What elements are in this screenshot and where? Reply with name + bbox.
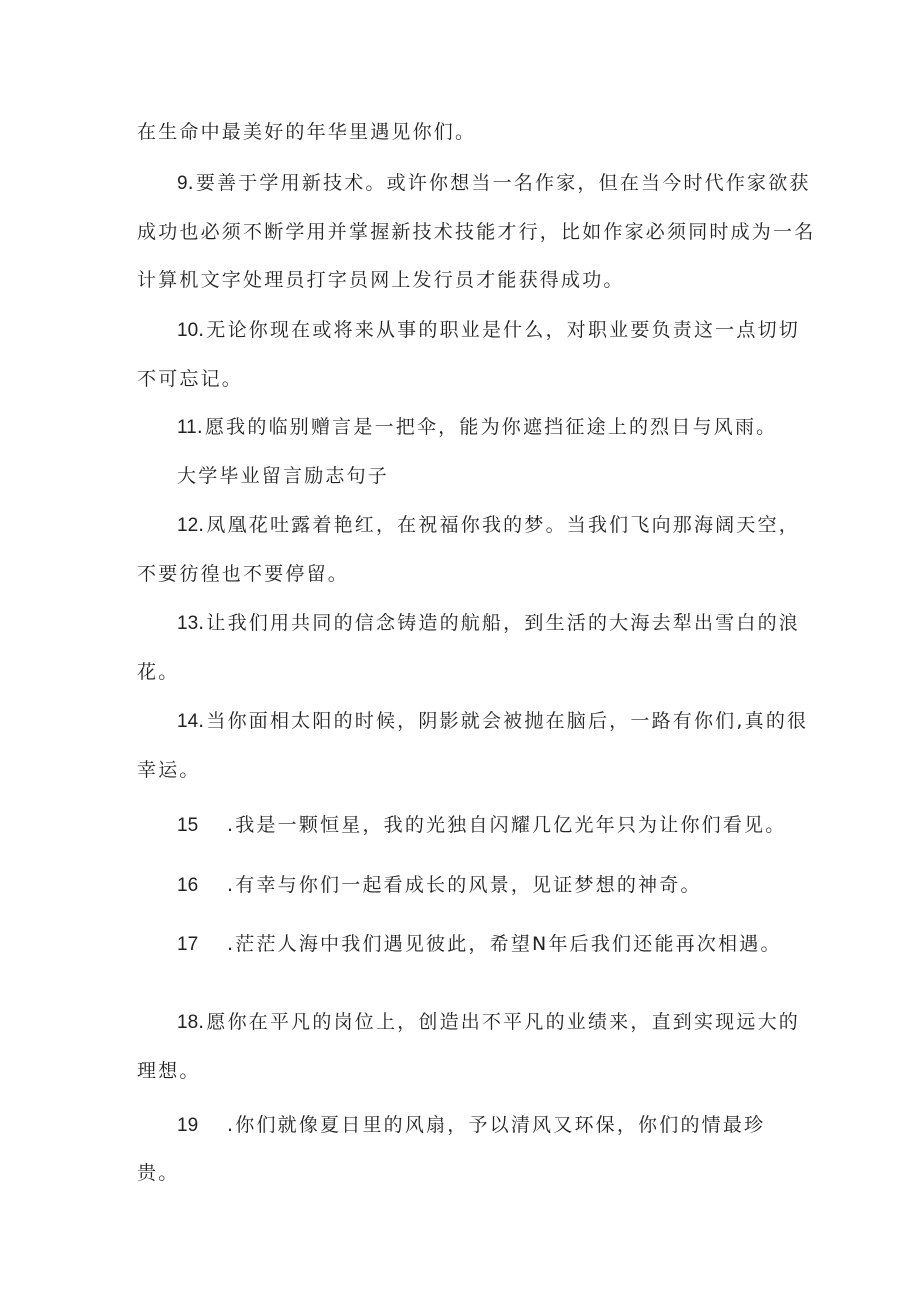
heading-text: 大学毕业留言励志句子 bbox=[177, 465, 390, 487]
numbered-item-13 bbox=[177, 611, 800, 636]
item-text: .茫茫人海中我们遇见彼此，希望N年后我们还能再次相遇。 bbox=[227, 933, 782, 955]
text-line bbox=[137, 660, 179, 684]
line-text: 不可忘记。 bbox=[137, 368, 244, 390]
line-text: 理想。 bbox=[137, 1060, 201, 1082]
item-number: 10 bbox=[177, 320, 199, 341]
numbered-item-15 bbox=[177, 813, 786, 838]
text-line bbox=[137, 268, 625, 292]
text-line bbox=[137, 1161, 179, 1185]
item-text: .要善于学用新技术。或许你想当一名作家，但在当今时代作家欲获 bbox=[187, 172, 811, 194]
text-line bbox=[137, 1059, 201, 1083]
numbered-item-12 bbox=[177, 513, 800, 538]
item-text: .我是一颗恒星，我的光独自闪耀几亿光年只为让你们看见。 bbox=[227, 814, 787, 836]
numbered-item-18 bbox=[177, 1010, 800, 1035]
item-number: 15 bbox=[177, 815, 199, 836]
item-text: .愿你在平凡的岗位上，创造出不平凡的业绩来，直到实现远大的 bbox=[198, 1011, 800, 1033]
item-number: 14 bbox=[177, 711, 199, 732]
text-line bbox=[137, 758, 201, 782]
item-text: .愿我的临别赠言是一把伞，能为你遮挡征途上的烈日与风雨。 bbox=[196, 416, 778, 438]
numbered-item-10 bbox=[177, 318, 800, 343]
item-number: 18 bbox=[177, 1012, 199, 1033]
numbered-item-19 bbox=[177, 1113, 765, 1138]
line-text: 在生命中最美好的年华里遇见你们。 bbox=[137, 121, 477, 143]
item-text: .凤凰花吐露着艳红，在祝福你我的梦。当我们飞向那海阔天空， bbox=[198, 514, 800, 536]
text-line bbox=[137, 120, 476, 144]
item-text: .有幸与你们一起看成长的风景，见证梦想的神奇。 bbox=[227, 874, 702, 896]
line-text: 贵。 bbox=[137, 1162, 180, 1184]
item-number: 9 bbox=[177, 173, 188, 194]
numbered-item-9 bbox=[177, 171, 811, 196]
line-text: 成功也必须不断学用并掌握新技术技能才行，比如作家必须同时成为一名 bbox=[137, 221, 816, 243]
line-text: 不要彷徨也不要停留。 bbox=[137, 563, 350, 585]
numbered-item-11 bbox=[177, 415, 777, 440]
item-text: .你们就像夏日里的风扇，予以清风又环保，你们的情最珍 bbox=[227, 1114, 766, 1136]
text-line bbox=[137, 562, 349, 586]
section-heading bbox=[177, 464, 389, 488]
numbered-item-14 bbox=[177, 709, 808, 734]
line-text: 花。 bbox=[137, 661, 180, 683]
item-number: 13 bbox=[177, 613, 199, 634]
item-text: .无论你现在或将来从事的职业是什么，对职业要负责这一点切切 bbox=[198, 319, 800, 341]
text-line bbox=[137, 367, 243, 391]
item-text: .当你面相太阳的时候，阴影就会被抛在脑后，一路有你们,真的很 bbox=[198, 710, 809, 732]
item-number: 19 bbox=[177, 1115, 199, 1136]
numbered-item-17 bbox=[177, 932, 782, 957]
item-number: 16 bbox=[177, 875, 199, 896]
item-number: 12 bbox=[177, 515, 199, 536]
text-line bbox=[137, 220, 815, 244]
line-text: 计算机文字处理员打字员网上发行员才能获得成功。 bbox=[137, 269, 625, 291]
item-number: 17 bbox=[177, 934, 199, 955]
line-text: 幸运。 bbox=[137, 759, 201, 781]
item-text: .让我们用共同的信念铸造的航船，到生活的大海去犁出雪白的浪 bbox=[198, 612, 800, 634]
numbered-item-16 bbox=[177, 873, 702, 898]
item-number: 11 bbox=[177, 417, 197, 438]
